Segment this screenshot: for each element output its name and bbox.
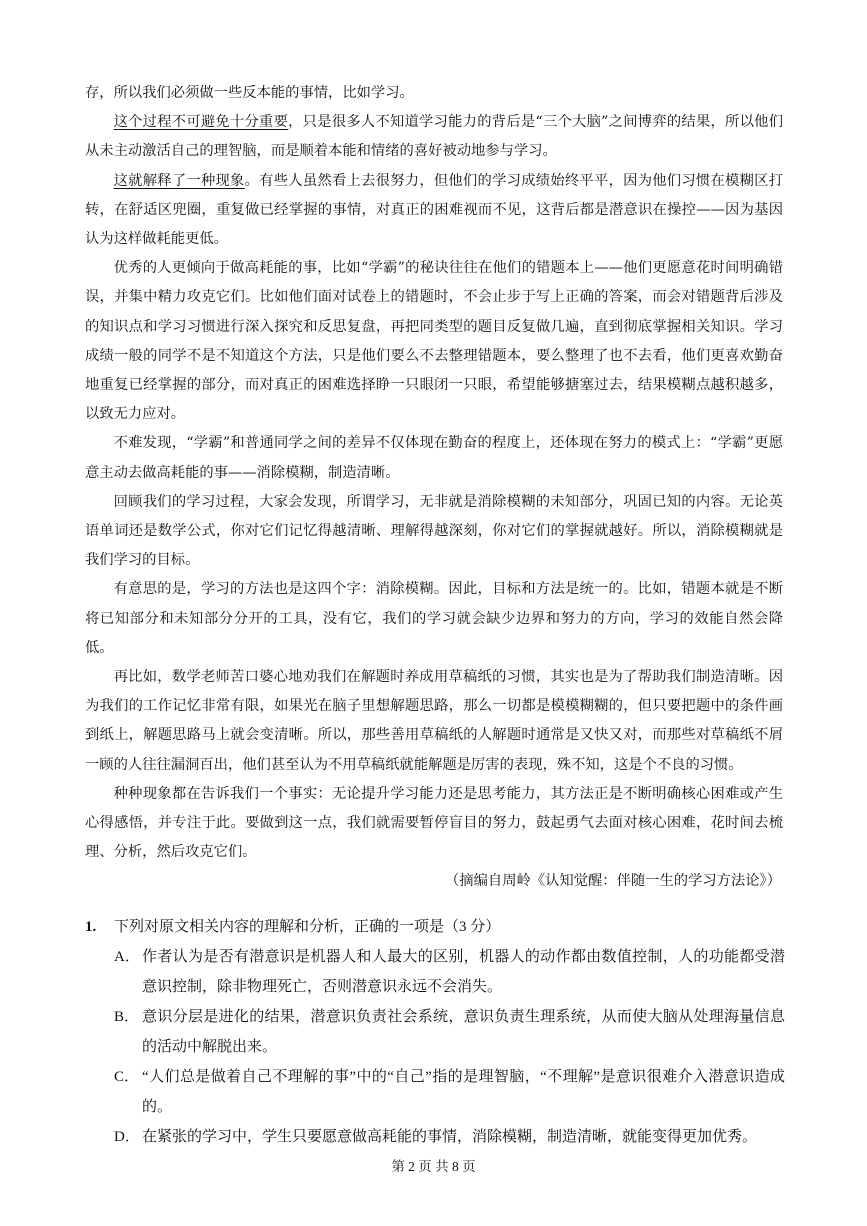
option-text: 意识分层是进化的结果，潜意识负责社会系统，意识负责生理系统，从而使大脑从处理海量信息的活动中解脱出来。: [142, 1009, 785, 1055]
option-text: “人们总是做着自己不理解的事”中的“自己”指的是理智脑，“不理解”是意识很难介入潜意识造成的。: [142, 1069, 785, 1115]
option-letter: D．: [114, 1129, 140, 1145]
option-letter: A．: [114, 949, 140, 965]
option-text: 在紧张的学习中，学生只要愿意做高耗能的事情，消除模糊，制造清晰，就能变得更加优秀。: [142, 1129, 758, 1145]
question-text: 下列对原文相关内容的理解和分析，正确的一项是（3 分）: [114, 919, 501, 935]
passage-paragraph: 存，所以我们必须做一些反本能的事情，比如学习。: [85, 85, 414, 101]
passage-paragraph: [85, 167, 783, 255]
option-letter: C．: [114, 1069, 140, 1085]
question-number: 1.: [85, 919, 97, 935]
option-a: [85, 942, 785, 1002]
option-b: [85, 1002, 785, 1062]
paragraph-text: ，只是很多人不知道学习能力的背后是“三个大脑”之间博弈的结果，所以他们从未主动激活自己的理智脑，而是顺着本能和情绪的喜好被动地参与学习。: [85, 114, 783, 160]
passage-paragraph: 有意思的是，学习的方法也是这四个字：消除模糊。因此，目标和方法是统一的。比如，错题本就是不断将已知部分和未知部分分开的工具，没有它，我们的学习就会缺少边界和努力的方向，学习的效能自然会降低。: [85, 581, 783, 656]
option-d: [85, 1122, 785, 1152]
question-1: [85, 912, 785, 1152]
option-c: [85, 1062, 785, 1122]
page-footer: 第 2 页 共 8 页: [391, 1159, 476, 1174]
passage-paragraph: 回顾我们的学习过程，大家会发现，所谓学习，无非就是消除模糊的未知部分，巩固已知的内容。无论英语单词还是数学公式，你对它们记忆得越清晰、理解得越深刻，你对它们的掌握就越好。所以，消除模糊就是我们学习的目标。: [85, 493, 783, 569]
option-text: 作者认为是否有潜意识是机器人和人最大的区别，机器人的动作都由数值控制，人的功能都受潜意识控制，除非物理死亡，否则潜意识永远不会消失。: [142, 949, 785, 995]
underlined-sentence: 这个过程不可避免十分重要: [113, 114, 289, 131]
passage-paragraph: 种种现象都在告诉我们一个事实：无论提升学习能力还是思考能力，其方法正是不断明确核心困难或产生心得感悟，并专注于此。要做到这一点，我们就需要暂停盲目的努力，鼓起勇气去面对核心困难，花时间去梳理、分析，然后攻克它们。: [85, 785, 783, 861]
passage-paragraph: 不难发现，“学霸”和普通同学之间的差异不仅体现在勤奋的程度上，还体现在努力的模式上：“学霸”更愿意主动去做高耗能的事——消除模糊，制造清晰。: [85, 435, 783, 481]
passage-source: （摘编自周岭《认知觉醒：伴随一生的学习方法论》）: [445, 873, 781, 890]
paragraph-text: 。有些人虽然看上去很努力，但他们的学习成绩始终平平，因为他们习惯在模糊区打转，在舒适区兜圈，重复做已经掌握的事情，对真正的困难视而不见，这背后都是潜意识在操控——因为基因认为这样做耗能更低。: [85, 172, 784, 248]
reading-passage: [85, 79, 783, 896]
underlined-sentence: 这就解释了一种现象: [113, 172, 245, 189]
option-letter: B．: [114, 1009, 140, 1025]
passage-paragraph: 优秀的人更倾向于做高耗能的事，比如“学霸”的秘诀往往在他们的错题本上——他们更愿意花时间明确错误，并集中精力攻克它们。比如他们面对试卷上的错题时，不会止步于写上正确的答案，而会对错题背后涉及的知识点和学习习惯进行深入探究和反思复盘，再把同类型的题目反复做几遍，直到彻底掌握相关知识。学习成绩一般的同学不是不知道这个方法，只是他们要么不去整理错题本，要么整理了也不去看，他们更喜欢勤奋地重复已经掌握的部分，而对真正的困难选择睁一只眼闭一只眼，希望能够搪塞过去，结果模糊点越积越多，以致无力应对。: [85, 260, 783, 423]
passage-paragraph: [85, 108, 783, 166]
question-stem: [85, 912, 785, 942]
passage-paragraph: 再比如，数学老师苦口婆心地劝我们在解题时养成用草稿纸的习惯，其实也是为了帮助我们制造清晰。因为我们的工作记忆非常有限，如果光在脑子里想解题思路，那么一切都是模模糊糊的，但只要把题中的条件画到纸上，解题思路马上就会变清晰。所以，那些善用草稿纸的人解题时通常是又快又对，而那些对草稿纸不屑一顾的人往往漏洞百出，他们甚至认为不用草稿纸就能解题是厉害的表现，殊不知，这是个不良的习惯。: [85, 669, 783, 773]
